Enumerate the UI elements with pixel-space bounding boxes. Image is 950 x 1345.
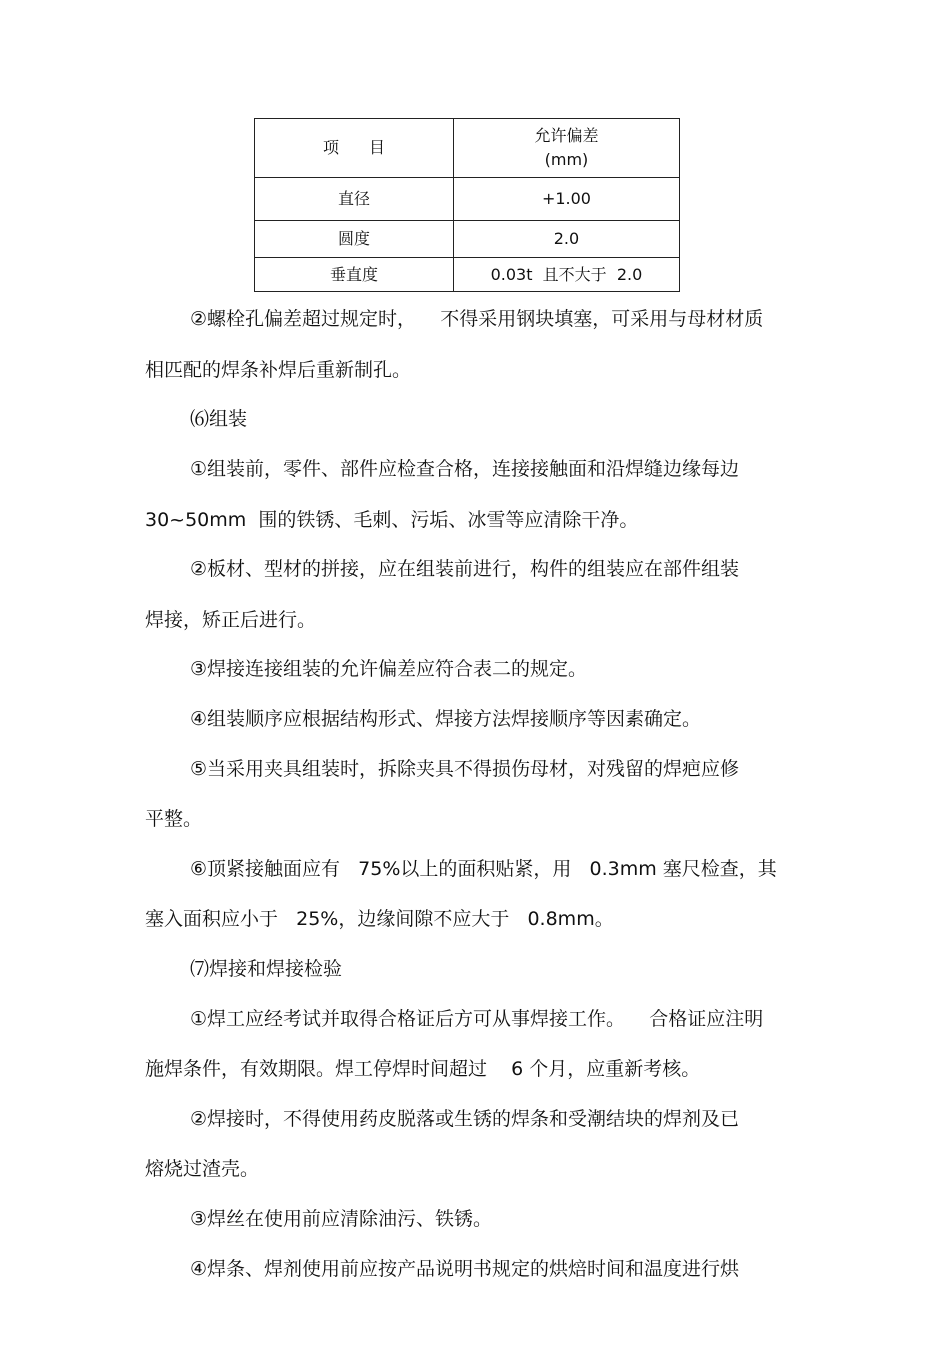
text-line: 施焊条件，有效期限。焊工停焊时间超过 6 个月，应重新考核。 [145,1058,701,1080]
text-line: 相匹配的焊条补焊后重新制孔。 [145,359,412,381]
table-row [255,178,680,221]
text-line: ③焊接连接组装的允许偏差应符合表二的规定。 [190,658,588,680]
text-line: ②焊接时，不得使用药皮脱落或生锈的焊条和受潮结块的焊剂及已 [190,1108,740,1130]
text-line: ④组装顺序应根据结构形式、焊接方法焊接顺序等因素确定。 [190,708,702,730]
text-line: ②板材、型材的拼接，应在组装前进行，构件的组装应在部件组装 [190,558,740,580]
header-deviation-unit: (mm) [544,150,589,169]
row-value: 0.03t 且不大于 2.0 [453,258,679,292]
text-line: 熔烧过渣壳。 [145,1158,260,1180]
text-line: ④焊条、焊剂使用前应按产品说明书规定的烘焙时间和温度进行烘 [190,1258,740,1280]
header-item-b: 目 [368,138,385,157]
text-line: ③焊丝在使用前应清除油污、铁锈。 [190,1208,493,1230]
table-header-row [255,119,680,178]
text-line: ②螺栓孔偏差超过规定时， 不得采用钢块填塞，可采用与母材材质 [190,308,764,330]
text-line: 焊接，矫正后进行。 [145,609,317,631]
header-item-cell [255,119,454,178]
text-line: ①焊工应经考试并取得合格证后方可从事焊接工作。 合格证应注明 [190,1008,764,1030]
text-line: 塞入面积应小于 25%，边缘间隙不应大于 0.8mm。 [145,908,614,930]
table-row [255,221,680,258]
header-deviation-cell [453,119,679,178]
header-deviation-label: 允许偏差 [534,126,599,145]
text-line: ⑥顶紧接触面应有 75%以上的面积贴紧，用 0.3mm 塞尺检查，其 [190,858,777,880]
text-line: ①组装前，零件、部件应检查合格，连接接触面和沿焊缝边缘每边 [190,458,740,480]
section-heading: ⑺焊接和焊接检验 [190,958,343,980]
section-heading: ⑹组装 [190,408,248,430]
text-line: 30~50mm 围的铁锈、毛刺、污垢、冰雪等应清除干净。 [145,509,639,531]
row-item: 垂直度 [255,258,454,292]
row-item: 圆度 [255,221,454,258]
table-row [255,258,680,292]
header-item-a: 项 [322,138,339,157]
deviation-table [254,118,680,292]
row-value: 2.0 [453,221,679,258]
text-line: ⑤当采用夹具组装时，拆除夹具不得损伤母材，对残留的焊疤应修 [190,758,740,780]
text-line: 平整。 [145,808,203,830]
row-item: 直径 [255,178,454,221]
row-value: +1.00 [453,178,679,221]
